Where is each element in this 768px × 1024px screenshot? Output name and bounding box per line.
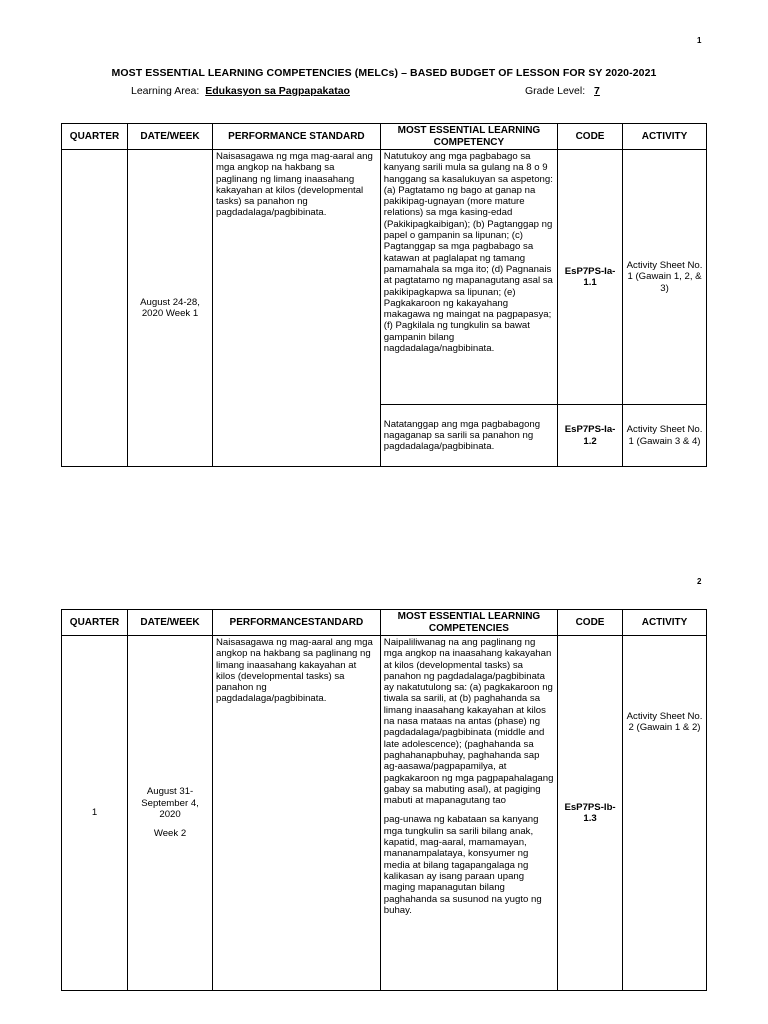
learning-area-label: Learning Area: (131, 85, 200, 97)
week-text: Week 2 (153, 828, 187, 840)
budget-table-page-1 (61, 123, 707, 467)
header-quarter: QUARTER (62, 610, 128, 636)
header-row (62, 610, 707, 636)
quarter-cell (62, 150, 128, 467)
header-date-week: DATE/WEEK (128, 124, 213, 150)
code-cell: EsP7PS-Ia-1.1 (558, 150, 623, 405)
header-competency: MOST ESSENTIAL LEARNING COMPETENCY (380, 124, 557, 150)
header-code: CODE (558, 610, 623, 636)
date-text: August 31- September 4, 2020 (141, 786, 199, 820)
header-competency: MOST ESSENTIAL LEARNING COMPETENCIES (380, 610, 557, 636)
code-cell: EsP7PS-Ib-1.3 (558, 636, 623, 991)
competency-cell: Natutukoy ang mga pagbabago sa kanyang sarili mula sa gulang na 8 o 9 hanggang sa kasalukuyan sa aspetong: (a) Pagtatamo ng bago at ganap na pakikipag-ugnayan (more mature relations) sa mga kasing-edad (Pakikipagkaibigan); (b) Pagtanggap ng papel o gampanin sa lipunan; (c) Pagtanggap sa mga pagbabago sa katawan at paglalapat ng tamang pamamahala sa mga ito; (d) Pagnanais at pagtatamo ng mapanagutang asal sa pakikipagkapwa sa lipunan; (e) Pagkakaroon ng kakayahang makagawa ng maingat na pagpapasya; (f) Pagkilala ng tungkulin sa bawat gampanin bilang nagdadalaga/nagbibinata. (380, 150, 557, 405)
table-row (62, 150, 707, 405)
grade-level-label: Grade Level: (525, 85, 586, 97)
header-activity: ACTIVITY (623, 610, 707, 636)
date-week-cell: August 24-28, 2020 Week 1 (128, 150, 213, 467)
page-number: 2 (697, 577, 702, 586)
header-activity: ACTIVITY (623, 124, 707, 150)
performance-standard-cell: Naisasagawa ng mag-aaral ang mga angkop na hakbang sa paglinang ng limang inaasahang kakayahan at kilos (developmental tasks) sa panahon ng pagdadalaga/pagbibinata. (213, 636, 381, 991)
activity-cell: Activity Sheet No. 1 (Gawain 1, 2, & 3) (623, 150, 707, 405)
performance-standard-cell: Naisasagawa ng mga mag-aaral ang mga angkop na hakbang sa paglinang ng limang inaasahang kakayahan at kilos (developmental tasks) sa panahon ng pagdadalaga/pagbibinata. (213, 150, 381, 467)
competency-cell (380, 636, 557, 991)
competency-cell: Natatanggap ang mga pagbabagong nagaganap sa sarili sa panahon ng pagdadalaga/pagbibinata. (380, 405, 557, 467)
learning-area-value: Edukasyon sa Pagpapakatao (205, 85, 350, 97)
activity-cell: Activity Sheet No. 1 (Gawain 3 & 4) (623, 405, 707, 467)
learning-area (131, 85, 350, 97)
header-performance-standard: PERFORMANCESTANDARD (213, 610, 381, 636)
competency-text-1: Naipaliliwanag na ang paglinang ng mga angkop na inaasahang kakayahan at kilos (developmental tasks) sa panahon ng pagdadalaga/pagbibinata ay nakatutulong sa: (a) pagkakaroon ng tiwala sa sarili, at (b) paghahanda sa limang inaasahang kakayahan at kilos na nasa mataas na antas (phase) ng pagdadalaga/pagbibinata (middle and late adolescence); (paghahanda sa paghahanapbuhay, paghahanda sap ag-aasawa/pagpapamilya, at pagkakaroon ng mga pagpapahalagang gabay sa mabuting asal), at pagiging mabuti at mapanagutang tao (383, 637, 554, 807)
header-code: CODE (558, 124, 623, 150)
activity-cell: Activity Sheet No. 2 (Gawain 1 & 2) (623, 636, 707, 991)
date-week-cell (128, 636, 213, 991)
code-cell: EsP7PS-Ia-1.2 (558, 405, 623, 467)
competency-text-2: pag-unawa ng kabataan sa kanyang mga tungkulin sa sarili bilang anak, kapatid, mag-aaral, mamamayan, mananampalataya, konsyumer ng media at bilang tagapangalaga ng kalikasan ay isang paraan upang maging mapanagutan bilang paghahanda sa susunod na yugto ng buhay. (383, 814, 542, 916)
grade-level (525, 85, 600, 97)
header-row (62, 124, 707, 150)
grade-level-value: 7 (594, 85, 600, 97)
header-performance-standard: PERFORMANCE STANDARD (213, 124, 381, 150)
header-date-week: DATE/WEEK (128, 610, 213, 636)
quarter-cell: 1 (62, 636, 128, 991)
page-number: 1 (697, 36, 702, 45)
budget-table-page-2 (61, 609, 707, 991)
table-row (62, 636, 707, 991)
document-title: MOST ESSENTIAL LEARNING COMPETENCIES (MELCs) – BASED BUDGET OF LESSON FOR SY 2020-2021 (111, 67, 657, 79)
header-quarter: QUARTER (62, 124, 128, 150)
